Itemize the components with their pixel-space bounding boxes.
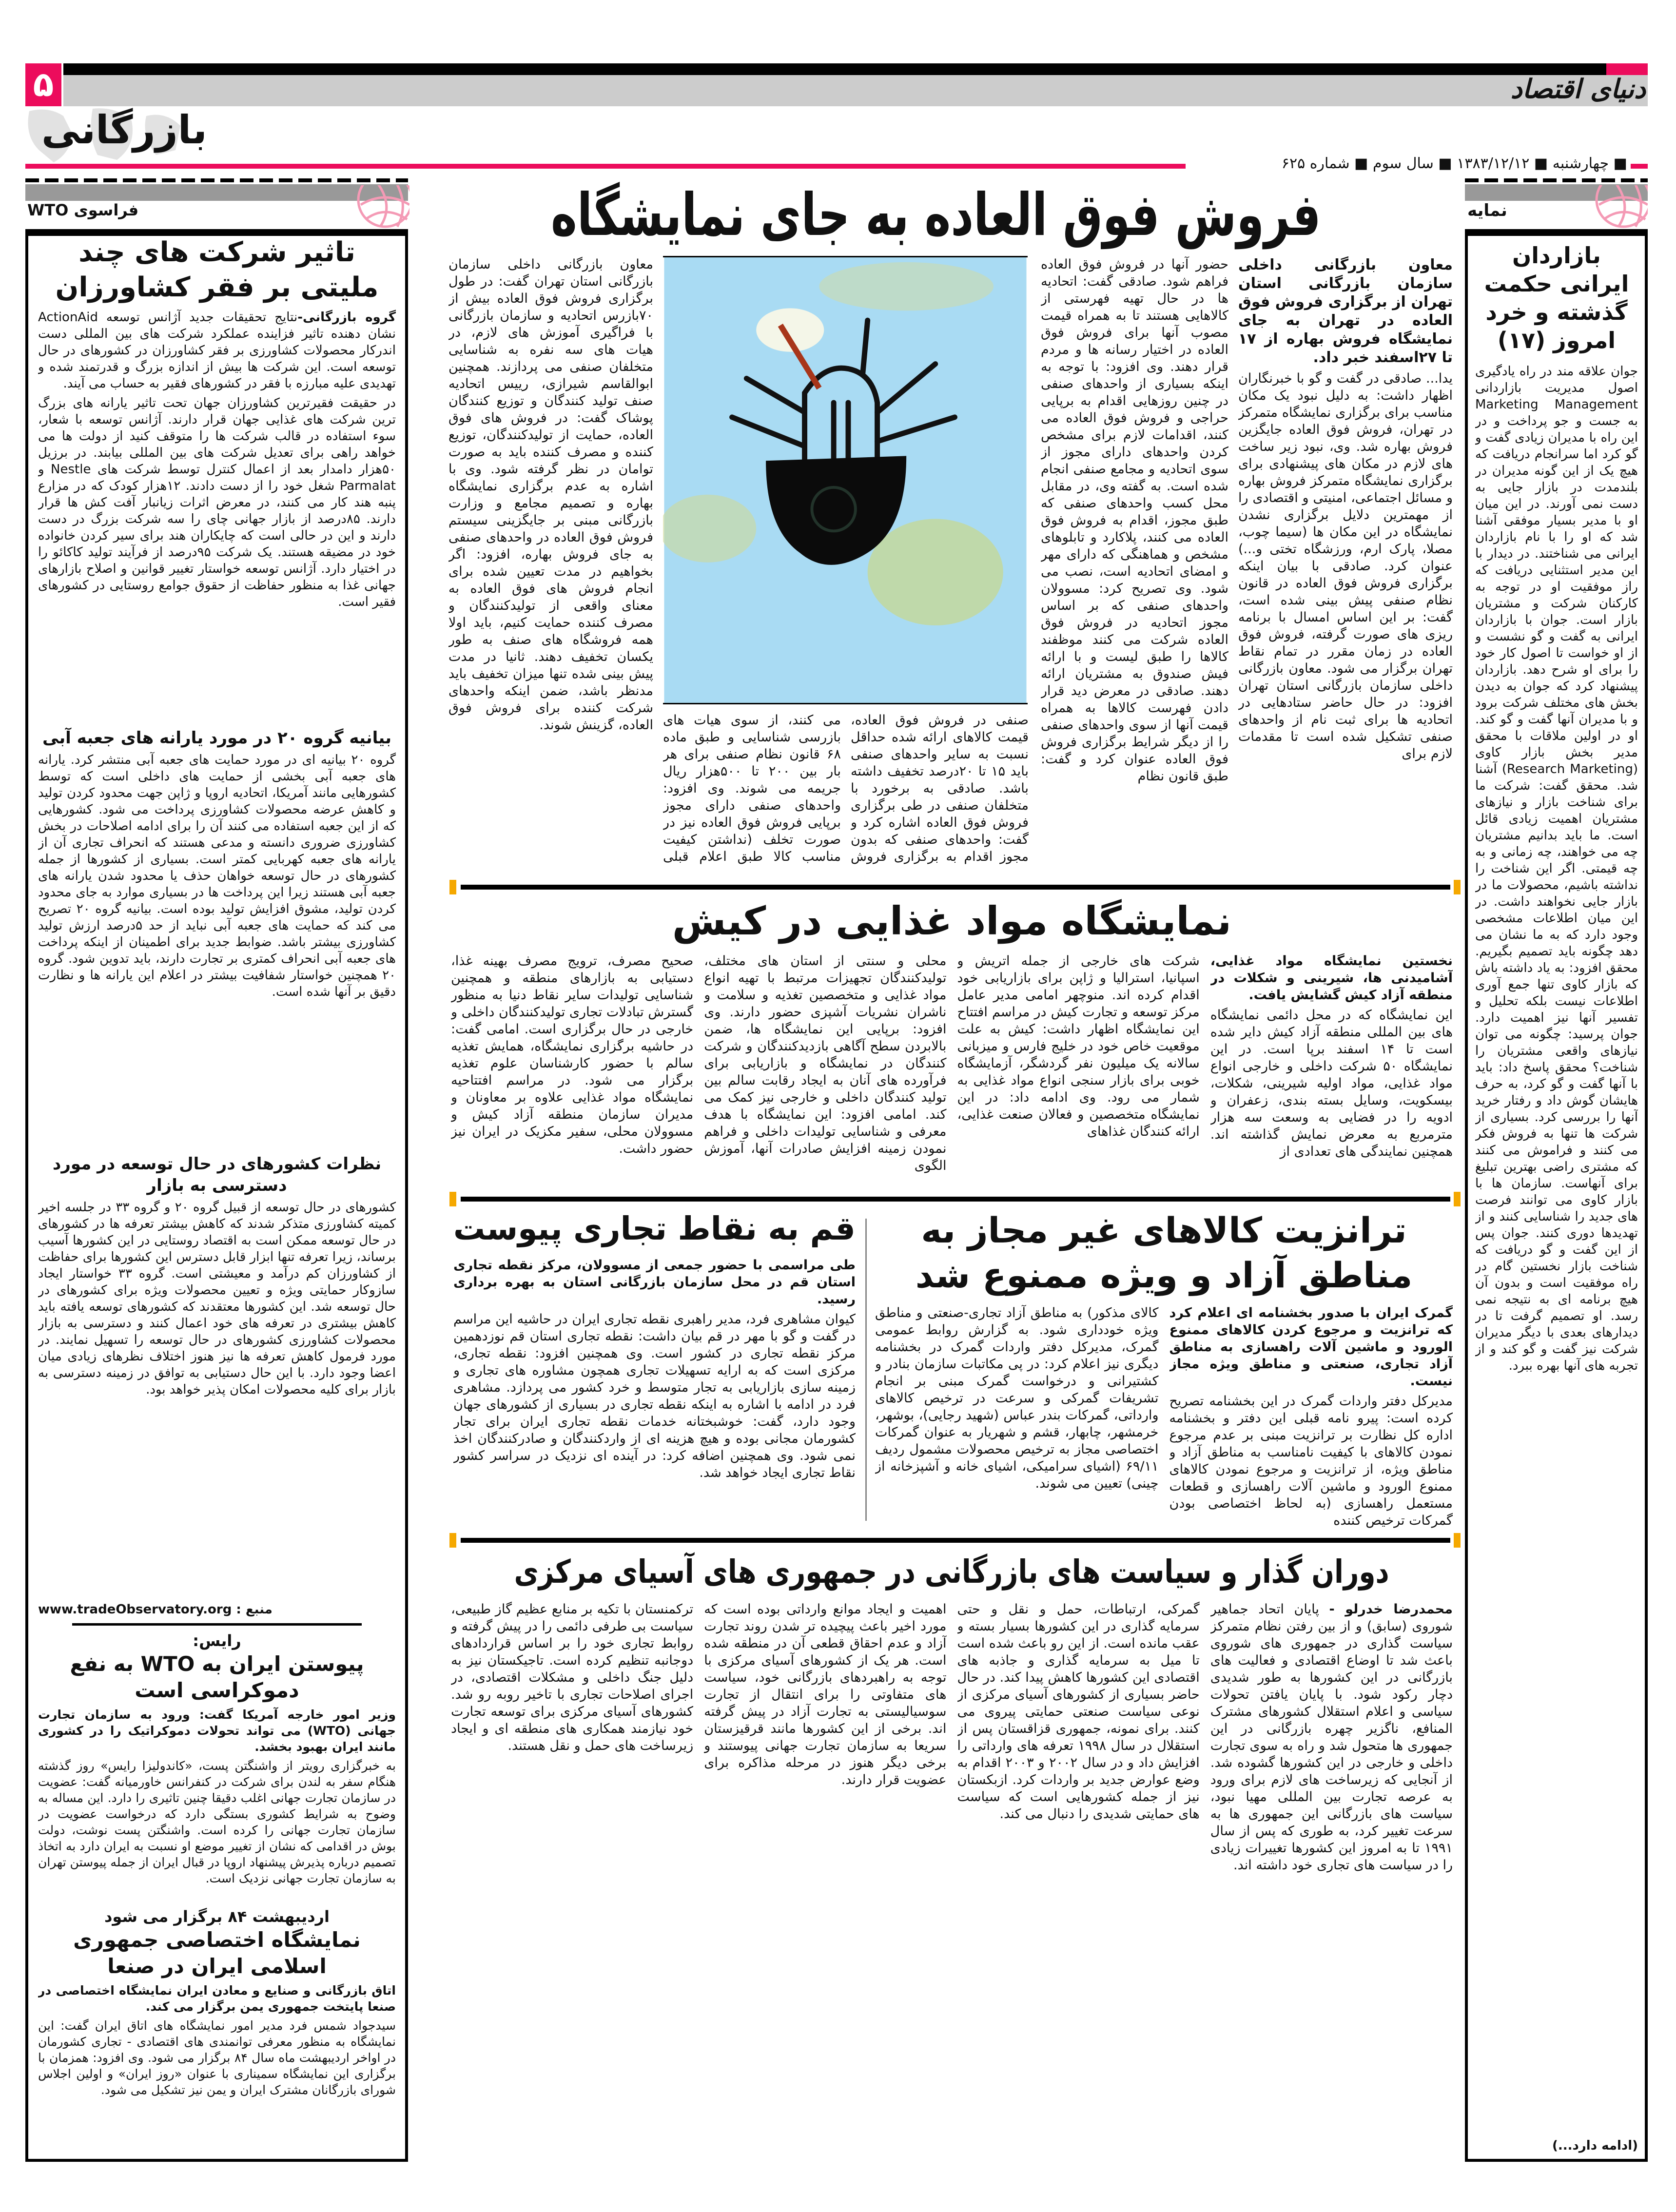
section-rule bbox=[461, 1538, 1450, 1543]
central-asia-columns bbox=[451, 1601, 1453, 2162]
rice-headline: پیوستن ایران به WTO به نفع دموکراسی است bbox=[70, 1652, 364, 1702]
paragraph: در حقیقت فقیرترین کشاورزان جهان تحت تاثیر یارانه های بزرگ ترین شرکت های غذایی جهان قرار دارند. آژانس توسعه با شعار، سوء استفاده در قالب شرکت ها را متوقف کنید از دولت ها می خواهد راهی برای تعدیل شرکت های بین المللی بیابند. در برزیل ۵۰هزار دامدار بعد از اعمال کنترل توسط شرکت های Nestle و Parmalat شغل خود را از دست دادند. ۱۲هزار کودک که در مزارع پنبه هند کار می کنند، در معرض اثرات زیانبار آفت کش ها قرار دارند. ۸۵درصد از بازار جهانی چای را سه شرکت بزرگ در دست دارند و این در حالی است که چایکاران هند برای سیر کردن خانواده خود در مضیقه هستند. یک شرکت ۹۵درصد از فرآیند تولید کاکائو را در اختیار دارد. آژانس توسعه خواستار تغییر قوانین و اصلاح بازارهای جهانی غذا به منظور حفاظت از حقوق جوامع روستایی در کشورهای فقیر است. bbox=[38, 396, 396, 609]
lead-headline-wrap bbox=[551, 181, 1321, 250]
kish-col-3: محلی و سنتی از استان های مختلف، تولیدکنندگان تجهیزات مرتبط با تهیه انواع مواد غذایی و متخصصین تغذیه و سلامت و ناشران نشریات آشپزی حضور دارند. وی افزود: برپایی این نمایشگاه ها، ضمن بالابردن سطح آگاهی بازدیدکنندگان و شرکت کنندگان در نمایشگاه و بازاریابی برای فرآورده های آنان به ایجاد رقابت سالم بین تولید کنندگان داخلی و خارجی نیز کمک می کند. امامی افزود: این نمایشگاه با هدف معرفی و شناسایی تولیدات داخلی و فراهم نمودن زمینه افزایش صادرات آنها، آموزش الگوی bbox=[704, 953, 947, 1173]
central-asia-headline: دوران گذار و سیاست های بازرگانی در جمهوری های آسیای مرکزی bbox=[514, 1553, 1389, 1591]
transit-columns bbox=[875, 1304, 1453, 1528]
paragraph: نتایج تحقیقات جدید آژانس توسعه ActionAid نشان دهنده تاثیر فزاینده عملکرد شرکت های بین المللی دست اندرکار محصولات کشاورزی بر فقر کشاورزان در کشورهای در حال توسعه است. این شرکت ها بیش از اندازه بزرگ و قدرتمند شده و تهدیدی علیه مبارزه با فقر در کشورهای فقیر به حساب می آیند. bbox=[38, 310, 396, 391]
transit-headline: ترانزیت کالاهای غیر مجاز به مناطق آزاد و ویژه ممنوع شد bbox=[915, 1210, 1413, 1296]
kish-intro: نخستین نمایشگاه مواد غذایی، آشامیدنی ها، شیرینی و شکلات در منطقه آزاد کیش گشایش یافت. bbox=[1210, 953, 1453, 1003]
transit-col-2: کالای مذکور) به مناطق آزاد تجاری-صنعتی و مناطق ویژه خودداری شود. به گزارش روابط عمومی گمرک، مدیرکل دفتر واردات گمرک در بخشنامه دیگری نیز اعلام کرد: در پی مکاتبات سازمان بنادر و کشتیرانی و درخواست گمرک مبنی بر انجام تشریفات گمرکی و سرعت در ترخیص کالاهای وارداتی، گمرکات بندر عباس (شهید رجایی)، بوشهر، خرمشهر، چابهار، قشم و شهریار به عنوان گمرکات اختصاصی مجاز به ترخیص محصولات مشمول ردیف ۶۹/۱۱ (اشیای سرامیکی، اشیای خانه و آشپزخانه از چینی) تعیین می شوند. bbox=[875, 1305, 1159, 1491]
left-header-dash bbox=[25, 178, 408, 182]
lead-col-5: معاون بازرگانی داخلی سازمان بازرگانی استان تهران گفت: در طول برگزاری فروش فوق العاده بیش از ۷۰بازرس اتحادیه و سازمان بازرگانی با فراگیری آموزش های لازم، در هیات های سه نفره به شناسایی متخلفان صنفی می پردازند. همچنین ابوالقاسم شیرازی، رییس اتحادیه صنف تولید کنندگان و توزیع کنندگان پوشاک گفت: در فروش های فوق العاده، حمایت از تولیدکنندگان، توزیع کننده و مصرف کننده باید به صورت توامان در نظر گرفته شود. وی با اشاره به عدم برگزاری نمایشگاه بهاره و تصمیم مجامع و وزارت بازرگانی مبنی بر جایگزینی سیستم فروش فوق العاده در واحدهای صنفی به جای فروش بهاره، افزود: اگر بخواهیم در مدت تعیین شده برای انجام فروش های فوق العاده به معنای واقعی از تولیدکنندگان و مصرف کننده حمایت کنیم، باید اولا همه فروشگاه های صنف به طور یکسان تخفیف دهند. ثانیا در مدت پیش بینی شده تنها میزان تخفیف باید مدنظر باشد، ضمن اینکه واحدهای شرکت کننده برای فروش فوق العاده، گزینش شوند. bbox=[448, 257, 653, 733]
paragraph: سیدجواد شمس فرد مدیر امور نمایشگاه های اتاق ایران گفت: این نمایشگاه به منظور معرفی توانمندی های اقتصادی - تجاری کشورمان در اواخر اردیبهشت ماه سال ۸۴ برگزار می شود. وی افزود: همزمان با برگزاری این نمایشگاه سمیناری با عنوان «روز ایران» و اولین اجلاس شورای بازرگانان مشترک ایران و یمن نیز تشکیل می شود. bbox=[38, 2018, 396, 2097]
g20-subheadline: بیانیه گروه ۲۰ در مورد یارانه های جعبه آبی bbox=[42, 728, 392, 748]
lead-col-3: صنفی در فروش فوق العاده، قیمت کالاهای ارائه شده حداقل نسبت به سایر واحدهای صنفی باید ۱۵ تا ۲۰درصد تخفیف داشته باشد. صادقی به برخورد با متخلفان صنفی در طی برگزاری فروش فوق العاده اشاره کرد و گفت: واحدهای صنفی که بدون مجوز اقدام به برگزاری فروش bbox=[851, 713, 1029, 864]
central-asia-headline-wrap bbox=[514, 1550, 1389, 1594]
rice-intro: وزیر امور خارجه آمریکا گفت: ورود به سازمان تجارت جهانی (WTO) می تواند تحولات دموکراتیک را در کشوری مانند ایران بهبود بخشد. bbox=[38, 1708, 396, 1754]
g20-body: گروه ۲۰ بیانیه ای در مورد حمایت های جعبه آبی منتشر کرد. یارانه های جعبه آبی بخشی از حمایت های داخلی است که توسط کشورهایی مانند آمریکا، اتحادیه اروپا و ژاپن جهت محدود کردن تولید و کاهش عرضه محصولات کشاورزی پرداخت می شود. کشورهایی که از این جعبه استفاده می کنند آن را برای ادامه اصلاحات در بخش کشاورزی ضروری دانسته و مدعی هستند که انحراف تجاری آن از یارانه های جعبه کهربایی کمتر است. بسیاری از کشورها از جمله کشورهای در حال توسعه خواهان حذف یا محدود شدن یارانه های جعبه آبی هستند زیرا این پرداخت ها در بسیاری موارد به جای محدود کردن تولید، مشوق افزایش تولید بوده است. بیانیه گروه ۲۰ تصریح می کند که حمایت های جعبه آبی نباید از حد ۵درصد ارزش تولید کشاورزی بیشتر باشد. ضوابط جدید برای اطمینان از اینکه پرداخت های جعبه آبی انحراف کمتری بر تجارت دارند، باید تدوین شود. گروه ۲۰ همچنین خواستار شفافیت بیشتر در اعلام این یارانه ها و نظارت دقیق بر آنها شده است. bbox=[38, 753, 396, 999]
continued-note: (ادامه دارد...) bbox=[1552, 2138, 1638, 2153]
byline: محمدرضا خدرلو - bbox=[1329, 1602, 1453, 1617]
multinationals-body bbox=[38, 309, 396, 723]
kish-columns bbox=[451, 952, 1453, 1184]
rule-cap bbox=[1454, 1533, 1461, 1548]
section-title: بازرگانی bbox=[41, 107, 207, 153]
qom-intro: طی مراسمی با حضور جمعی از مسوولان، مرکز نقطه تجاری استان قم در محل سازمان بازرگانی استان به بهره برداری رسید. bbox=[453, 1258, 856, 1307]
right-header-dash bbox=[1465, 178, 1648, 182]
rule-cap bbox=[1454, 1192, 1461, 1206]
kish-article bbox=[451, 897, 1453, 1184]
source-url[interactable]: www.tradeObservatory.org bbox=[38, 1602, 232, 1617]
sanaa-headline: نمایشگاه اختصاصی جمهوری اسلامی ایران در صنعا bbox=[73, 1928, 361, 1978]
transit-article bbox=[875, 1208, 1453, 1528]
column-divider bbox=[865, 1219, 867, 1521]
sanaa-body bbox=[38, 1982, 396, 2148]
central-asia-col-1 bbox=[1210, 1601, 1453, 2162]
lead-headline: فروش فوق العاده به جای نمایشگاه bbox=[551, 181, 1321, 249]
qom-article bbox=[453, 1208, 856, 1528]
left-column-stack bbox=[38, 235, 396, 2155]
market-access-subheadline: نظرات کشورهای در حال توسعه در مورد دسترسی به بازار bbox=[52, 1154, 382, 1195]
kish-col-4: صحیح مصرف، ترویج مصرف بهینه غذا، دستیابی به بازارهای منطقه و همچنین شناسایی تولیدات سایر نقاط دنیا به منظور گسترش تبادلات تجاری تولیدکنندگان داخلی و خارجی در حال برگزاری است. امامی گفت: در حاشیه برگزاری نمایشگاه، همایش تغذیه سالم با حضور کارشناسان علوم تغذیه برگزار می شود. در مراسم افتتاحیه نمایشگاه مواد غذایی علاوه بر معاونان و مدیران سازمان منطقه آزاد کیش و مسوولان محلی، سفیر مکزیک در ایران نیز حضور داشت. bbox=[451, 953, 694, 1156]
central-asia-col-3: اهمیت و ایجاد موانع وارداتی بوده است که مورد اخیر باعث پیچیده تر شدن روند تجارت آزاد و عدم احقاق قطعی آن در منطقه شده است. هر یک از کشورهای آسیای مرکزی با توجه به راهبردهای بازرگانی خود، سیاست های متفاوتی را برای انتقال از تجارت سوسیالیستی به تجارت آزاد در پیش گرفته اند. برخی از این کشورها مانند قرقیزستان سریعا به سازمان تجارت جهانی پیوستند و برخی دیگر هنوز در مرحله مذاکره برای عضویت قرار دارند. bbox=[704, 1602, 947, 1787]
transit-col-1 bbox=[1169, 1304, 1453, 1528]
rule-cap bbox=[449, 1533, 456, 1548]
rule-cap bbox=[449, 1192, 456, 1206]
left-header-bar bbox=[25, 184, 408, 201]
globe-icon bbox=[356, 185, 409, 229]
right-column-label: نمایه bbox=[1467, 201, 1507, 220]
kish-col-1 bbox=[1210, 952, 1453, 1184]
paragraph: کیوان مشاهری فرد، مدیر راهبری نقطه تجاری ایران در حاشیه این مراسم در گفت و گو با مهر در قم بیان داشت: نقطه تجاری استان قم نوزدهمین مرکز نقطه تجاری در کشور است. وی همچنین افزود: نقطه تجاری، مرکزی است که به ارایه تسهیلات تجاری همچون مشاوره های تجاری و زمینه سازی بازاریابی به تجار متوسط و خرد کشور می پردازد. مشاهری فرد در ادامه با اشاره به اینکه نقطه تجاری در بسیاری از کشورهای جهان وجود دارد، گفت: خوشبختانه خدمات نقطه تجاری ایران برای تجار کشورمان مجانی بوده و هیچ هزینه ای از واردکنندگان و صادرکنندگان اخذ نمی شود. وی همچنین اضافه کرد: در آینده ای نزدیک در سراسر کشور نقاط تجاری ایجاد خواهد شد. bbox=[453, 1312, 856, 1480]
right-column-stack bbox=[1475, 241, 1638, 2154]
central-asia-col-2: گمرکی، ارتباطات، حمل و نقل و حتی سرمایه گذاری در این کشورها بسیار بسته و عقب مانده است. از این رو باعث شده است تا میل به سرمایه گذاری و جاذبه های اقتصادی این کشورها کاهش پیدا کند. در حال حاضر بسیاری از کشورهای آسیای مرکزی از نوعی سیاست صنعتی حمایتی پیروی می کنند. برای نمونه، جمهوری قزاقستان پس از استقلال در سال ۱۹۹۸ تعرفه های وارداتی را افزایش داد و در سال ۲۰۰۲ و ۲۰۰۳ اقدام به وضع عوارض جدید بر واردات کرد. ازبکستان نیز از جمله کشورهایی است که سیاست های حمایتی شدیدی را دنبال می کند. bbox=[957, 1602, 1200, 1822]
rice-body bbox=[38, 1707, 396, 1902]
lead-col-4: می کنند، از سوی هیات های بازرسی شناسایی و طبق ماده ۶۸ قانون نظام صنفی برای هر بار بین ۲۰۰ تا ۵۰۰هزار ریال جریمه می شوند. وی افزود: واحدهای صنفی دارای مجوز برپایی فروش فوق العاده نیز در صورت تخلف (نداشتن کیفیت مناسب کالا طبق اعلام قبلی bbox=[663, 713, 841, 864]
qom-body bbox=[453, 1257, 856, 1528]
lead-intro: معاون بازرگانی داخلی سازمان بازرگانی استان تهران از برگزاری فروش فوق العاده در تهران به جای نمایشگاه فروش بهاره از ۱۷ تا ۲۷اسفند خبر داد. bbox=[1238, 256, 1453, 366]
newspaper-logo: دنیای اقتصاد bbox=[1510, 73, 1646, 104]
central-asia-col-4: ترکمنستان با تکیه بر منابع عظیم گاز طبیعی، سیاست بی طرفی دائمی را در پیش گرفته و روابط تجاری خود را بر اساس قراردادهای دوجانبه تنظیم کرده است. تاجیکستان نیز به دلیل جنگ داخلی و مشکلات اقتصادی، در اجرای اصلاحات تجاری با تاخیر روبه رو شد. کشورهای آسیای مرکزی برای توسعه تجارت خود نیازمند همکاری های منطقه ای و ایجاد زیرساخت های حمل و نقل هستند. bbox=[451, 1602, 694, 1753]
rule-cap bbox=[1454, 880, 1461, 894]
kish-headline: نمایشگاه مواد غذایی در کیش bbox=[672, 898, 1232, 944]
section-rule bbox=[461, 885, 1450, 890]
date-line: ■ چهارشنبه ■ ۱۳۸۳/۱۲/۱۲ ■ سال سوم ■ شماره ۶۲۵ bbox=[1281, 155, 1627, 172]
kish-col-2: شرکت های خارجی از جمله اتریش و اسپانیا، استرالیا و ژاپن برای بازاریابی خود اقدام کرده اند. منوچهر امامی مدیر عامل مرکز توسعه و تجارت کیش در مراسم افتتاح این نمایشگاه اظهار داشت: کیش به علت موقعیت خاص خود در خلیج فارس و میزبانی سالانه یک میلیون نفر گردشگر، آزمایشگاه خوبی برای بازار سنجی انواع مواد غذایی به شمار می رود. وی ادامه داد: در این نمایشگاه متخصصین و فعالان صنعت غذایی، ارائه کنندگان غذاهای bbox=[957, 953, 1200, 1139]
source-label: منبع : bbox=[236, 1602, 273, 1617]
paragraph: به خبرگزاری رویتر از واشنگتن پست، «کاندولیزا رایس» روز گذشته هنگام سفر به لندن برای شرکت در کنفرانس خاورمیانه گفت: عضویت در سازمان تجارت جهانی اغلب دقیقا چنین تاثیری را دارد. این مساله به وضوح به شرایط کشوری بستگی دارد که درخواست عضویت در سازمان تجارت جهانی را کرده است. واشنگتن پست نوشت، دولت بوش در اقدامی که نشان از تغییر موضع او نسبت به ایران دارد به اتخاذ تصمیم درباره پذیرش پیشنهاد اروپا در قبال ایران از جمله پیوستن تهران به سازمان تجارت جهانی نزدیک است. bbox=[38, 1759, 396, 1885]
central-asia-article bbox=[451, 1550, 1453, 2162]
qom-headline-wrap bbox=[453, 1208, 856, 1250]
right-column-body: جوان علاقه مند در راه یادگیری اصول مدیریت بازاردانی Marketing Management به جست و جو پرداخت و در این راه با مدیران زیادی گفت و گو کرد اما سرانجام دریافت که هیچ یک از این گونه مدیران در بلندمدت در بازار جایی به دست نمی آورند. در این میان او با مدیر بسیار موفقی آشنا شد که او را با نام بازاردان ایرانی می شناختند. در دیدار با این مدیر استثنایی دریافت که راز موفقیت او در توجه به کارکنان شرکت و مشتریان بازار است. جوان با بازاردان ایرانی به گفت و گو نشست و از او خواست تا اصول کار خود را برای او شرح دهد. بازاردان پیشنهاد کرد که جوان به دیدن بخش های مختلف شرکت برود و با مدیران آنها گفت و گو کند. او در اولین ملاقات با محقق مدیر بخش بازار کاوی (Research Marketing) آشنا شد. محقق گفت: شرکت ما برای شناخت بازار و نیازهای مشتریان اهمیت زیادی قائل است. ما باید بدانیم مشتریان چه می خواهند، چه زمانی و به چه قیمتی. اگر این شناخت را نداشته باشیم، محصولات ما در بازار جایی نخواهند داشت. در این میان اطلاعات مشخصی وجود دارد که به ما نشان می دهد چگونه باید تصمیم بگیریم. محقق افزود: به یاد داشته باش که بازار کاوی تنها جمع آوری اطلاعات نیست بلکه تحلیل و تفسیر آنها نیز اهمیت دارد. جوان پرسید: چگونه می توان نیازهای واقعی مشتریان را شناخت؟ محقق پاسخ داد: باید با آنها گفت و گو کرد، به حرف هایشان گوش داد و رفتار خرید آنها را بررسی کرد. بسیاری از شرکت ها تنها به فروش فکر می کنند و فراموش می کنند که مشتری راضی بهترین تبلیغ برای آنهاست. سازمان ها با بازار کاوی می توانند فرصت های جدید را شناسایی کنند و از تهدیدها دوری کنند. جوان پس از این گفت و گو دریافت که شناخت بازار نخستین گام در راه موفقیت است و بدون آن هیچ برنامه ای به نتیجه نمی رسد. او تصمیم گرفت تا در دیدارهای بعدی با دیگر مدیران شرکت نیز گفت و گو کند و از تجربه های آنها بهره ببرد. bbox=[1475, 364, 1638, 1373]
paragraph: یدا... صادقی در گفت و گو با خبرنگاران اظهار داشت: به دلیل نبود یک مکان مناسب برای برگزاری نمایشگاه متمرکز در تهران، فروش فوق العاده جایگزین فروش بهاره شد. وی، نبود زیر ساخت های لازم در مکان های پیشنهادی برای برگزاری نمایشگاه متمرکز فروش بهاره و مسائل اجتماعی، امنیتی و اقتصادی را از مهمترین دلایل برگزاری نشدن نمایشگاه در این مکان ها (سیما چوب، مصلا، پارک ارم، ورزشگاه تختی و...) عنوان کرد. صادقی با بیان اینکه برگزاری فروش فوق العاده در قانون نظام صنفی پیش بینی شده است، گفت: بر این اساس امسال با برنامه ریزی های صورت گرفته، فروش فوق العاده در زمان مقرر در تمام نقاط تهران برگزار می شود. معاون بازرگانی داخلی سازمان بازرگانی استان تهران افزود: در حال حاضر ستادهایی در اتحادیه ها برای ثبت نام از واحدهای صنفی تشکیل شده است تا مقدمات لازم برای bbox=[1238, 371, 1453, 761]
section-rule bbox=[461, 1197, 1450, 1202]
qom-headline: قم به نقاط تجاری پیوست bbox=[453, 1210, 856, 1247]
paragraph: مدیرکل دفتر واردات گمرک در این بخشنامه تصریح کرده است: پیرو نامه قبلی این دفتر و بخشنامه اداره کل نظارت بر ترانزیت مبنی بر عدم مرجوع نمودن کالاهای با کیفیت نامناسب به مناطق آزاد و مناطق ویژه، از ترانزیت و مرجوع نمودن کالاهای ممنوع الورود و ماشین آلات راهسازی و قطعات مستعمل راهسازی (به لحاظ اختصاصی بودن گمرکات ترخیص کننده bbox=[1169, 1394, 1453, 1528]
lead-col-1 bbox=[1238, 256, 1453, 870]
kish-headline-wrap bbox=[597, 897, 1306, 946]
masthead-band bbox=[63, 75, 1648, 106]
transit-intro: گمرک ایران با صدور بخشنامه ای اعلام کرد که ترانزیت و مرجوع کردن کالاهای ممنوع الورود و ماشین آلات راهسازی به مناطق آزاد تجاری، صنعتی و مناطق ویژه مجاز نیست. bbox=[1169, 1305, 1453, 1389]
multinationals-headline: تاثیر شرکت های چند ملیتی بر فقر کشاورزان bbox=[55, 236, 379, 303]
globe-icon bbox=[1594, 185, 1648, 229]
lead-col-2: حضور آنها در فروش فوق العاده فراهم شود. صادقی گفت: اتحادیه ها در حال تهیه فهرستی از کالاهایی هستند تا به همراه قیمت مصوب آنها برای فروش فوق العاده در اختیار رسانه ها و مردم قرار دهند. وی افزود: با توجه به اینکه بسیاری از واحدهای صنفی در چنین روزهایی اقدام به برپایی حراجی و فروش فوق العاده می کنند، اقدامات لازم برای مشخص کردن واحدهای دارای مجوز از سوی اتحادیه و مجامع صنفی انجام شده است. به گفته وی، در مقابل محل کسب واحدهای صنفی که طبق مجوز، اقدام به فروش فوق العاده می کنند، پلاکارد و تابلوهای مشخص و هماهنگی که دارای مهر و امضای اتحادیه است، نصب می شود. وی تصریح کرد: مسوولان واحدهای صنفی که بر اساس مجوز اتحادیه در فروش فوق العاده شرکت می کنند موظفند کالاها را طبق لیست و با ارائه فیش صندوق به مشتریان ارائه دهند. صادقی در معرض دید قرار دادن فهرست کالاها به همراه قیمت آنها از سوی واحدهای صنفی را از دیگر شرایط برگزاری فروش فوق العاده عنوان کرد و گفت: طبق قانون نظام bbox=[1041, 257, 1228, 784]
page-number: ۵ bbox=[25, 63, 61, 106]
rule-cap bbox=[449, 880, 456, 894]
market-access-body: کشورهای در حال توسعه از قبیل گروه ۲۰ و گروه ۳۳ در جلسه اخیر کمیته کشاورزی متذکر شدند که کاهش بیشتر تعرفه ها در کشورهای در حال توسعه ممکن است به اقتصاد روستایی در این کشورها آسیب برساند، زیرا تعرفه تنها ابزار قابل دسترس این کشورها برای حفاظت از کشاورزان کم درآمد و معیشتی است. گروه ۳۳ خواستار ایجاد سازوکار حمایتی ویژه و تعیین محصولات ویژه برای کشورهای در حال توسعه شد. این کشورها معتقدند که کشورهای توسعه یافته باید کاهش بیشتری در تعرفه های خود اعمال کنند و دسترسی به بازار محصولات کشاورزی کشورهای در حال توسعه را تسهیل نمایند. در مورد فرمول کاهش تعرفه ها نیز هنوز اختلاف نظرهای زیادی میان اعضا وجود دارد. با این حال دستیابی به توافق در زمینه دسترسی به بازار برای کلیه محصولات امکان پذیر خواهد بود. bbox=[38, 1200, 396, 1397]
paragraph: این نمایشگاه که در محل دائمی نمایشگاه های بین المللی منطقه آزاد کیش دایر شده است تا ۱۴ اسفند برپا است. در این نمایشگاه ۵۰ شرکت داخلی و خارجی انواع مواد غذایی، مواد اولیه شیرینی، شکلات، بیسکویت، وسایل بسته بندی، زعفران و ادویه را در فضایی به وسعت سه هزار مترمربع به معرض نمایش گذاشته اند. همچنین نمایندگی های تعدادی از bbox=[1210, 1008, 1453, 1159]
date-rule-right bbox=[1631, 164, 1648, 169]
left-column-label: فراسوی WTO bbox=[27, 201, 139, 219]
rice-kicker: رایس: bbox=[193, 1631, 241, 1650]
date-rule bbox=[25, 164, 1186, 169]
divider bbox=[72, 1623, 362, 1626]
sanaa-intro: اتاق بازرگانی و صنایع و معادن ایران نمایشگاه اختصاصی در صنعا پایتخت جمهوری یمن برگزار می کند. bbox=[38, 1983, 396, 2014]
top-black-bar bbox=[63, 63, 1648, 75]
paragraph: پایان اتحاد جماهیر شوروی (سابق) و از بین رفتن نظام متمرکز سیاست گذاری در جمهوری های شوروی باعث شد تا اوضاع اقتصادی و فعالیت های بازرگانی در این کشورها به طور شدیدی دچار رکود شود. با پایان یافتن تحولات سیاسی و اعلام استقلال کشورهای مشترک المنافع، ناگزیر چهره بازرگانی در این جمهوری ها متحول شد و راه به سوی تجارت داخلی و خارجی در این کشورها گشوده شد. از آنجایی که زیرساخت های لازم برای ورود به عرصه تجارت بین المللی مهیا نبود، سیاست های بازرگانی این جمهوری ها به سرعت تغییر کرد، به طوری که پس از سال ۱۹۹۱ تا به امروز این کشورها تغییرات زیادی را در سیاست های تجاری خود داشته اند. bbox=[1210, 1602, 1453, 1873]
byline: گروه بازرگانی- bbox=[297, 310, 396, 325]
right-column-headline: بازاردان ایرانی حکمت گذشته و خرد امروز (۱۷) bbox=[1484, 242, 1629, 353]
lead-illustration bbox=[663, 256, 1028, 704]
sanaa-kicker: اردیبهشت ۸۴ برگزار می شود bbox=[104, 1907, 330, 1926]
source-line bbox=[38, 1601, 396, 1618]
